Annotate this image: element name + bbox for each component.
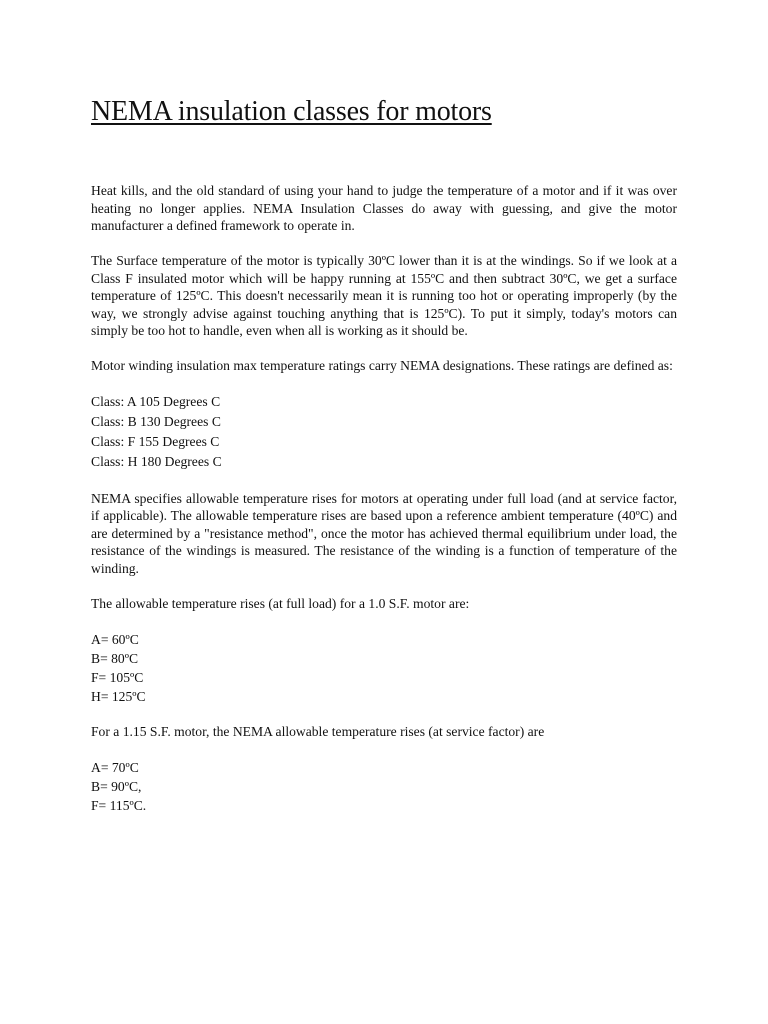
list-item: A= 60ºC <box>91 631 139 647</box>
paragraph-temperature-rises: NEMA specifies allowable temperature rises for motors at operating under full load (and at service factor, if applicable). The allowable temperature rises are based upon a reference ambient temperature (40ºC) and are determined by a "resistance method", once the motor has achieved thermal equilibrium under load, the resistance of the windings is measured. The resistance of the winding is a function of temperature of the winding. <box>91 490 677 576</box>
list-item: F= 105ºC <box>91 669 144 685</box>
list-item: Class: A 105 Degrees C <box>91 394 221 409</box>
document-body <box>91 182 677 833</box>
list-item: B= 80ºC <box>91 650 139 666</box>
paragraph-intro: Heat kills, and the old standard of using your hand to judge the temperature of a motor and if it was over heating no longer applies. NEMA Insulation Classes do away with guessing, and give the motor manufacturer a defined framework to operate in. <box>91 183 677 233</box>
list-item: H= 125ºC <box>91 688 146 704</box>
list-item: Class: F 155 Degrees C <box>91 434 220 449</box>
paragraph-full-load-intro: The allowable temperature rises (at full load) for a 1.0 S.F. motor are: <box>91 595 470 611</box>
service-factor-rise-list <box>91 758 677 815</box>
list-item: A= 70ºC <box>91 760 139 775</box>
list-item: B= 90ºC, <box>91 779 142 794</box>
list-item: Class: B 130 Degrees C <box>91 414 221 429</box>
list-item: F= 115ºC. <box>91 798 147 813</box>
paragraph-surface-temperature: The Surface temperature of the motor is typically 30ºC lower than it is at the windings. So if we look at a Class F insulated motor which will be happy running at 155ºC and then subtract 30ºC, we get a surface temperature of 125ºC. This doesn't necessarily mean it is running too hot or operating improperly (by the way, we strongly advise against touching anything that is 125ºC). To put it simply, today's motors can simply be too hot to handle, even when all is working as it should be. <box>91 253 677 338</box>
insulation-class-list <box>91 392 677 472</box>
paragraph-ratings-intro: Motor winding insulation max temperature ratings carry NEMA designations. These ratings are defined as: <box>91 358 673 373</box>
paragraph-service-factor-intro: For a 1.15 S.F. motor, the NEMA allowable temperature rises (at service factor) are <box>91 724 545 739</box>
list-item: Class: H 180 Degrees C <box>91 454 222 469</box>
document-title: NEMA insulation classes for motors <box>91 96 492 127</box>
full-load-rise-list <box>91 630 677 706</box>
